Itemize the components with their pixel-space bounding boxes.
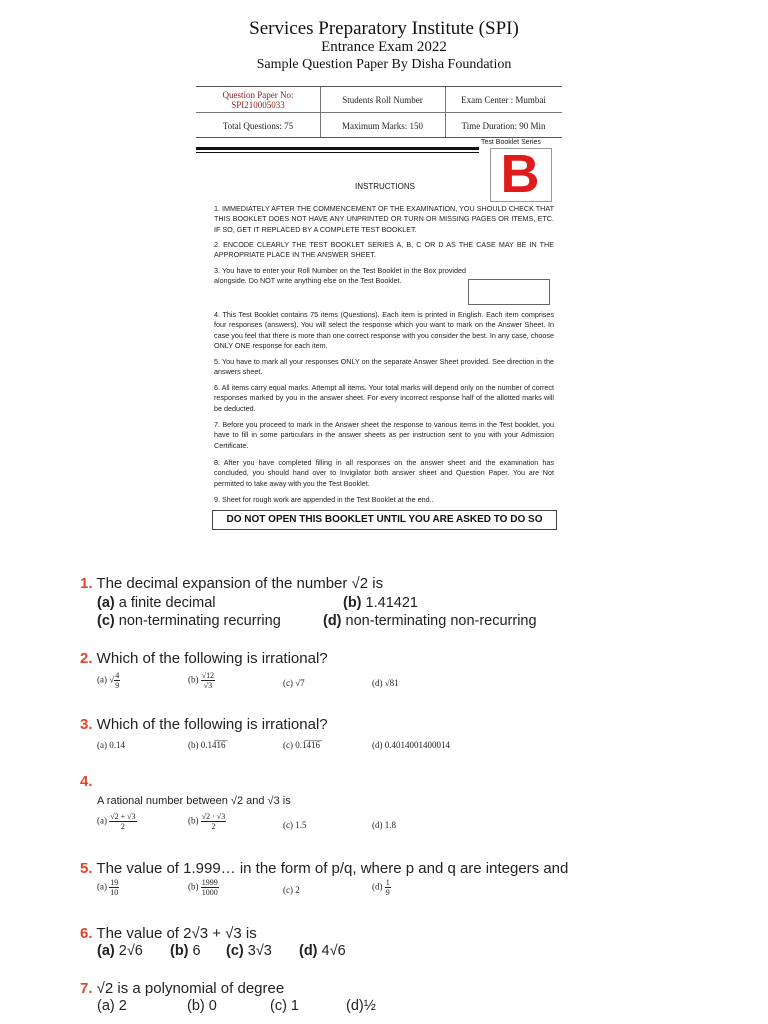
roll-number-label: Students Roll Number xyxy=(342,95,423,105)
question-1 xyxy=(80,575,383,592)
question-number: 5. xyxy=(80,860,93,877)
option-d[interactable]: (d) non-terminating non-recurring xyxy=(323,613,537,629)
question-4-text: A rational number between √2 and √3 is xyxy=(97,795,291,807)
instruction-item: 9. Sheet for rough work are appended in the Test Booklet at the end.. xyxy=(214,495,434,504)
question-4-number xyxy=(80,773,93,790)
divider xyxy=(196,152,479,153)
booklet-series-label: Test Booklet Series xyxy=(481,139,541,146)
question-paper-label: Question Paper No: xyxy=(222,90,294,100)
notice-box: DO NOT OPEN THIS BOOKLET UNTIL YOU ARE ASKED TO DO SO xyxy=(212,510,557,530)
question-number: 2. xyxy=(80,650,93,667)
option-b[interactable]: (b) 6 xyxy=(170,943,201,959)
instruction-item: 6. All items carry equal marks. Attempt all items. Your total marks will depend only on the number of correct responses marked by you in the answer sheet. For every incorrect response half of the allotted marks will be deducted. xyxy=(214,383,554,413)
booklet-series-letter: B xyxy=(500,144,540,204)
option-c[interactable]: (c) 2 xyxy=(283,885,300,895)
paper-subtitle: Sample Question Paper By Disha Foundation xyxy=(256,57,512,72)
option-c[interactable]: (c) 0.1̅4̅1̅6̅ xyxy=(283,740,320,750)
option-d[interactable]: (d) 0.4014001400014 xyxy=(372,740,450,750)
option-d[interactable]: (d) 4√6 xyxy=(299,943,346,959)
option-c[interactable]: (c) 1 xyxy=(270,998,299,1014)
option-b[interactable]: (b) $\frac{√12}{√3}$ xyxy=(188,671,215,690)
option-c[interactable]: (c) non-terminating recurring xyxy=(97,613,281,629)
option-a[interactable]: (a) 2 xyxy=(97,998,127,1014)
question-3 xyxy=(80,716,328,733)
option-a[interactable]: (a) 0.14 xyxy=(97,740,125,750)
instruction-item: 4. This Test Booklet contains 75 items (Questions). Each item is printed in English. Each item comprises four responses (answers). You will select the response which you want to mark on the Answer Sheet. In case you feel that there is more than one correct response with you consider the best. In any case, choose ONLY ONE response for each item. xyxy=(214,310,554,351)
question-number: 6. xyxy=(80,925,93,942)
option-a[interactable]: (a) $\frac{√2 + √3}{2}$ xyxy=(97,812,136,831)
question-text: The value of 1.999… in the form of p/q, where p and q are integers and xyxy=(92,860,569,877)
option-d[interactable]: (d) 1.8 xyxy=(372,820,396,830)
instruction-item: 8. After you have completed filling in all responses on the answer sheet and the examination has concluded, you should hand over to Invigilator both answer sheet and Question Paper. You are Not permitted to take away with you the Test Booklet. xyxy=(214,458,554,488)
instructions-heading: INSTRUCTIONS xyxy=(355,182,415,191)
option-c[interactable]: (c) 1.5 xyxy=(283,820,307,830)
option-b[interactable]: (b) 0.14̅1̅6̅ xyxy=(188,740,226,750)
instruction-item: 3. You have to enter your Roll Number on the Test Booklet in the Box provided alongside. Do NOT write anything else on the Test Booklet. xyxy=(214,266,466,286)
question-text: The value of 2√3 + √3 is xyxy=(92,925,257,942)
option-a[interactable]: (a) $\frac{19}{10}$ xyxy=(97,878,119,897)
question-text: √2 is a polynomial of degree xyxy=(92,980,285,997)
option-a[interactable]: (a) √ $\frac{4}{9}$ xyxy=(97,671,120,690)
option-b[interactable]: (b) $\frac{√2 \cdot √3}{2}$ xyxy=(188,812,226,831)
question-6 xyxy=(80,925,257,942)
question-5 xyxy=(80,860,568,877)
option-a[interactable]: (a) a finite decimal xyxy=(97,595,216,611)
option-d[interactable]: (d) $\frac{1}{9}$ xyxy=(372,878,390,897)
instruction-item: 1. IMMEDIATELY AFTER THE COMMENCEMENT OF THE EXAMINATION, YOU SHOULD CHECK THAT THIS BOOKLET DOES NOT HAVE ANY UNPRINTED OR TURN OR MISSING PAGES OR ITEMS, ETC. IF SO, GET IT REPLACED BY A COMPLETE TEST BOOKLET. xyxy=(214,204,554,234)
instruction-item: 5. You have to mark all your responses ONLY on the separate Answer Sheet provided. See direction in the answers sheet. xyxy=(214,357,554,377)
instruction-item: 2. ENCODE CLEARLY THE TEST BOOKLET SERIES A, B, C OR D AS THE CASE MAY BE IN THE APPROPRIATE PLACE IN THE ANSWER SHEET. xyxy=(214,240,554,260)
option-c[interactable]: (c) √7 xyxy=(283,678,305,688)
time-duration: Time Duration: 90 Min xyxy=(461,121,546,131)
option-a[interactable]: (a) 2√6 xyxy=(97,943,143,959)
maximum-marks: Maximum Marks: 150 xyxy=(342,121,423,131)
question-number: 4. xyxy=(80,773,93,790)
question-text: Which of the following is irrational? xyxy=(92,716,328,733)
question-7 xyxy=(80,980,284,997)
exam-title: Entrance Exam 2022 xyxy=(321,39,447,55)
roll-number-box[interactable] xyxy=(468,279,550,305)
info-table xyxy=(196,86,562,138)
option-b[interactable]: (b) $\frac{1999}{1000}$ xyxy=(188,878,218,897)
question-number: 1. xyxy=(80,575,93,592)
question-number: 3. xyxy=(80,716,93,733)
question-text: The decimal expansion of the number √2 is xyxy=(92,575,384,592)
option-c[interactable]: (c) 3√3 xyxy=(226,943,272,959)
option-d[interactable]: (d)½ xyxy=(346,998,376,1014)
option-b[interactable]: (b) 0 xyxy=(187,998,217,1014)
instruction-item: 7. Before you proceed to mark in the Answer sheet the response to various items in the Test booklet, you have to fill in some particulars in the answer sheets as per instruction sent to you with your Admission Certificate. xyxy=(214,420,554,450)
question-number: 7. xyxy=(80,980,93,997)
divider xyxy=(196,147,479,150)
question-paper-no: SPI210005033 xyxy=(231,100,285,110)
exam-center: Exam Center : Mumbai xyxy=(461,95,546,105)
question-2 xyxy=(80,650,328,667)
question-text: Which of the following is irrational? xyxy=(92,650,328,667)
option-d[interactable]: (d) √81 xyxy=(372,678,399,688)
option-b[interactable]: (b) 1.41421 xyxy=(343,595,418,611)
total-questions: Total Questions: 75 xyxy=(222,121,294,131)
institute-title: Services Preparatory Institute (SPI) xyxy=(249,18,519,39)
